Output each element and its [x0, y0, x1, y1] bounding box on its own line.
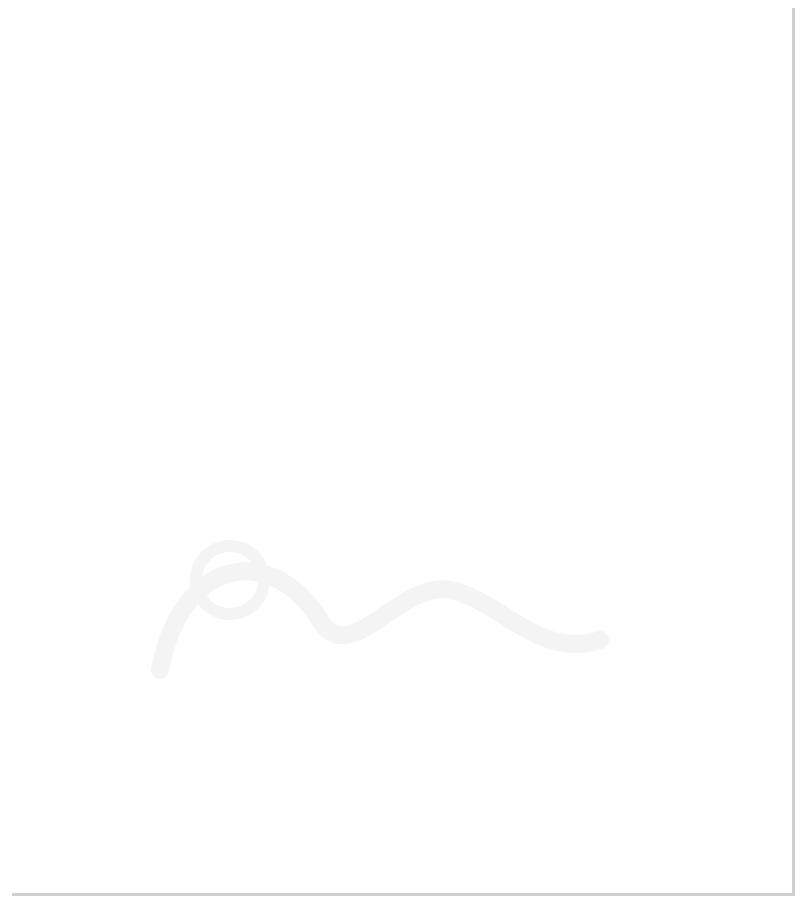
- document-frame: [12, 8, 795, 896]
